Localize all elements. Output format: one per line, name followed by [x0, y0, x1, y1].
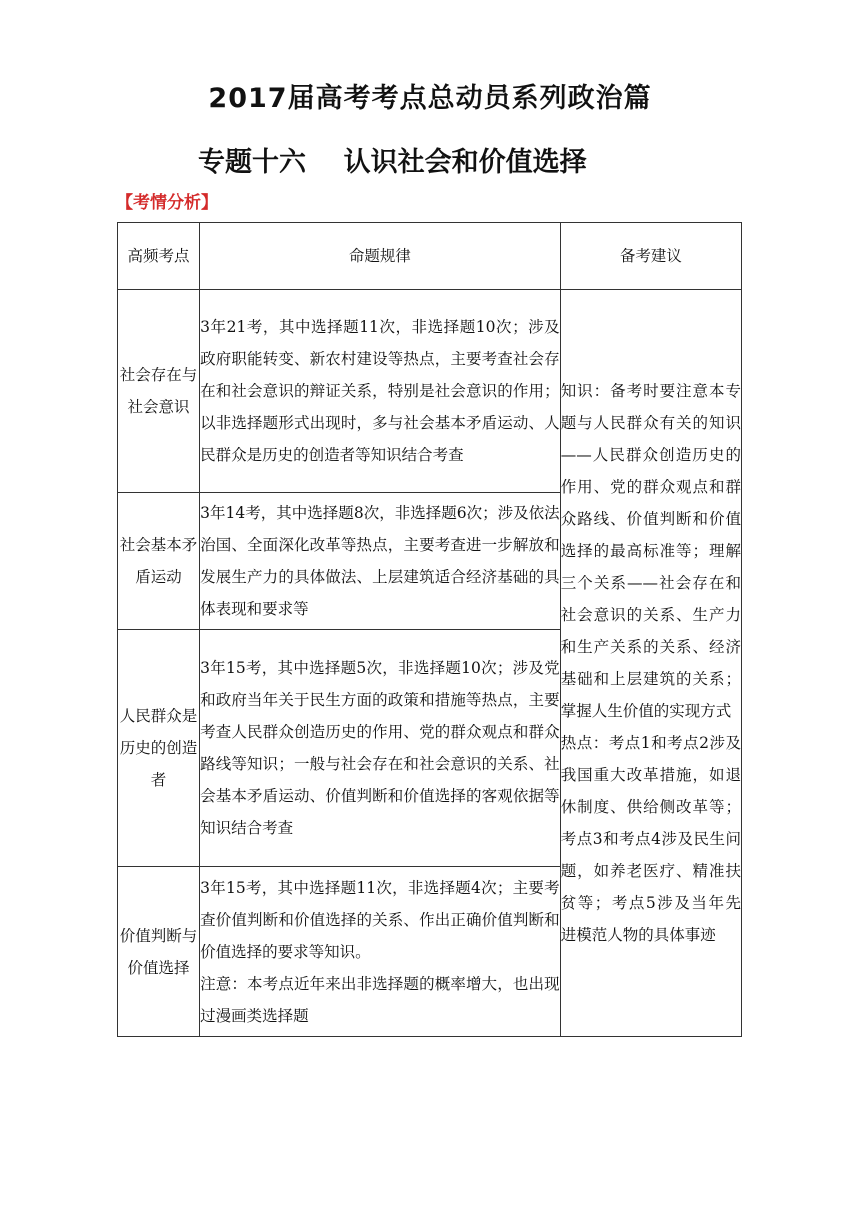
rule-cell: 3年14考，其中选择题8次，非选择题6次；涉及依法治国、全面深化改革等热点，主要考查进一步解放和发展生产力的具体做法、上层建筑适合经济基础的具体表现和要求等: [200, 493, 561, 630]
header-rule: 命题规律: [200, 223, 561, 290]
topic-cell: 社会存在与社会意识: [118, 290, 200, 493]
rule-text: 3年15考，其中选择题11次，非选择题4次；主要考查价值判断和价值选择的关系、作出正确价值判断和价值选择的要求等知识。: [200, 878, 560, 961]
document-subtitle: 专题十六 认识社会和价值选择: [198, 147, 587, 178]
header-advice: 备考建议: [560, 223, 741, 290]
table-header-row: [118, 223, 742, 290]
advice-knowledge: 知识：备考时要注意本专题与人民群众有关的知识——人民群众创造历史的作用、党的群众观点和群众路线、价值判断和价值选择的最高标准等；理解三个关系——社会存在和社会意识的关系、生产力和生产关系的关系、经济基础和上层建筑的关系；掌握人生价值的实现方式: [560, 382, 741, 720]
rule-cell: [200, 867, 561, 1037]
table-row: [118, 290, 742, 493]
topic-cell: 价值判断与价值选择: [118, 867, 200, 1037]
rule-cell: 3年15考，其中选择题5次，非选择题10次；涉及党和政府当年关于民生方面的政策和措施等热点，主要考查人民群众创造历史的作用、党的群众观点和群众路线等知识；一般与社会存在和社会意识的关系、社会基本矛盾运动、价值判断和价值选择的客观依据等知识结合考查: [200, 630, 561, 867]
topic-cell: 人民群众是历史的创造者: [118, 630, 200, 867]
rule-cell: 3年21考，其中选择题11次，非选择题10次；涉及政府职能转变、新农村建设等热点，主要考查社会存在和社会意识的辩证关系，特别是社会意识的作用；以非选择题形式出现时，多与社会基本矛盾运动、人民群众是历史的创造者等知识结合考查: [200, 290, 561, 493]
advice-cell: [560, 290, 741, 1037]
exam-analysis-table: [117, 222, 742, 1037]
advice-hotspot: 热点：考点1和考点2涉及我国重大改革措施，如退休制度、供给侧改革等；考点3和考点4涉及民生问题，如养老医疗、精准扶贫等；考点5涉及当年先进模范人物的具体事迹: [560, 734, 741, 944]
rule-note: 注意：本考点近年来出非选择题的概率增大，也出现过漫画类选择题: [200, 974, 560, 1025]
header-topic: 高频考点: [118, 223, 200, 290]
document-title: 2017届高考考点总动员系列政治篇: [208, 83, 652, 114]
topic-cell: 社会基本矛盾运动: [118, 493, 200, 630]
section-label: 【考情分析】: [116, 193, 218, 213]
